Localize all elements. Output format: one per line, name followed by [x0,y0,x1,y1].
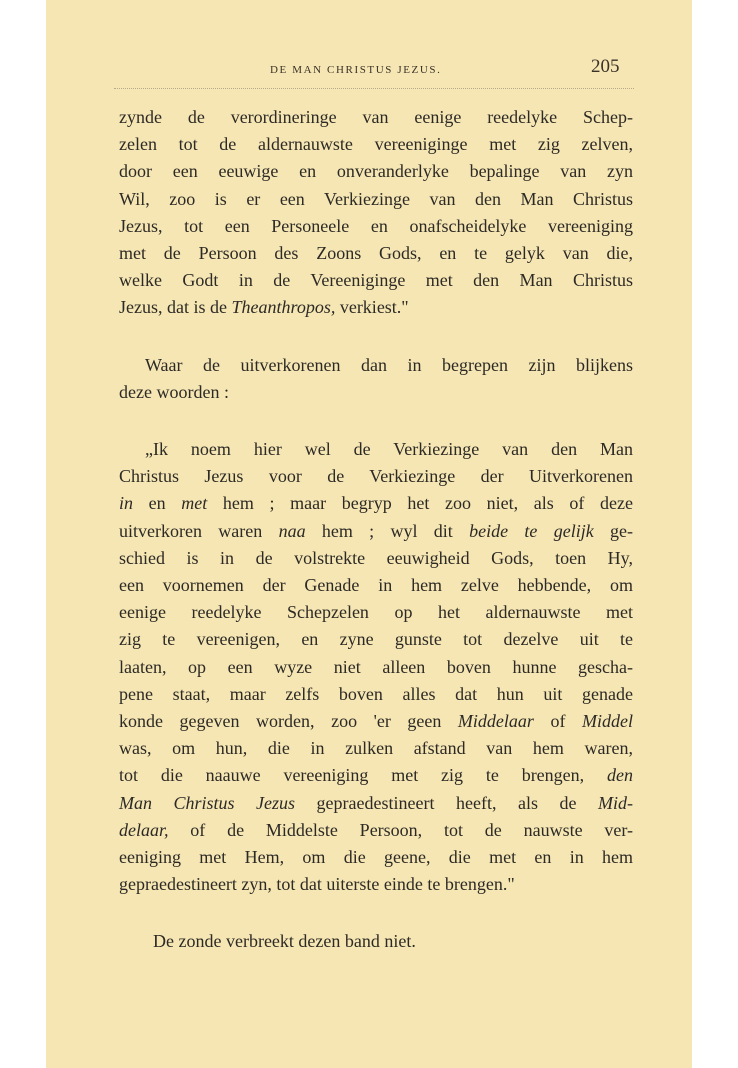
text-line: een voornemen der Genade in hem zelve hebbende, om [119,575,633,596]
text-line: Christus Jezus voor de Verkiezinge der Uitverkorenen [119,466,633,487]
text-run: konde gegeven worden, zoo 'er geen [119,711,458,732]
text-run: Jezus, dat is de [119,297,232,318]
italic-term: Man Christus Jezus [119,792,296,813]
text-line [119,790,633,817]
text-line [119,708,633,735]
paragraph-3-quote [119,436,633,898]
text-line: gepraedestineert zyn, tot dat uiterste einde te brengen." [119,874,515,895]
text-line: was, om hun, die in zulken afstand van hem waren, [119,738,633,759]
text-line: met de Persoon des Zoons Gods, en te gelyk van die, [119,243,633,264]
text-line: Wil, zoo is er een Verkiezinge van den Man Christus [119,188,633,209]
text-run: gepraedestineert heeft, als de [295,792,599,813]
paragraph-2 [119,352,633,406]
text-line: zig te vereenigen, en zyne gunste tot dezelve uit te [119,629,633,650]
text-run: tot die naauwe vereeniging met zig te brengen, [119,765,607,786]
text-line: zelen tot de aldernauwste vereeniginge met zig zelven, [119,134,633,155]
text-run: hem ; maar begryp het zoo niet, als of deze [207,493,633,514]
paragraph-1 [119,104,633,322]
running-title: DE MAN CHRISTUS JEZUS. [270,64,442,76]
text-run: verkiest." [335,297,409,318]
italic-term: met [181,493,208,514]
text-line: laaten, op een wyze niet alleen boven hunne gescha- [119,656,633,677]
text-line [119,294,633,321]
text-line: zynde de verordineringe van eenige reedelyke Schep- [119,107,633,127]
body-text [119,104,633,956]
text-line [119,817,633,844]
italic-term: naa [278,520,306,541]
paragraph-4 [119,928,633,955]
text-line: Waar de uitverkorenen dan in begrepen zijn blijkens [145,354,633,375]
text-line [119,762,633,789]
header-rule [114,88,634,90]
text-line: eeniging met Hem, om die geene, die met en in hem [119,847,633,868]
italic-term: in [119,493,134,514]
text-run: of de Middelste Persoon, tot de nauwste ver- [168,819,633,840]
text-run: of [533,711,582,732]
text-line: welke Godt in de Vereeniginge met den Man Christus [119,270,633,291]
book-page [46,0,692,1068]
text-line: deze woorden : [119,381,229,402]
italic-term: beide te gelijk [469,520,594,541]
text-line: „Ik noem hier wel de Verkiezinge van den Man [145,439,633,460]
text-line [119,518,633,545]
text-line: pene staat, maar zelfs boven alles dat hun uit genade [119,683,633,704]
italic-term: Theanthropos, [231,297,336,318]
text-line: eenige reedelyke Schepzelen op het aldernauwste met [119,602,633,623]
italic-term: Middel [582,711,633,732]
text-line: door een eeuwige en onveranderlyke bepalinge van zyn [119,161,633,182]
text-run: hem ; wyl dit [305,520,470,541]
text-run: ge- [593,520,633,541]
italic-term: delaar, [119,819,169,840]
text-run: en [133,493,182,514]
italic-term: Mid- [598,792,634,813]
page-number: 205 [591,56,620,77]
text-run: uitverkoren waren [119,520,279,541]
text-line: Jezus, tot een Personeele en onafscheidelyke vereeniging [119,215,633,236]
italic-term: Middelaar [457,711,534,732]
text-line [119,490,633,517]
text-line: schied is in de volstrekte eeuwigheid Gods, toen Hy, [119,547,633,568]
page-header [46,56,692,80]
text-line: De zonde verbreekt dezen band niet. [153,931,416,952]
italic-term: den [607,765,633,786]
